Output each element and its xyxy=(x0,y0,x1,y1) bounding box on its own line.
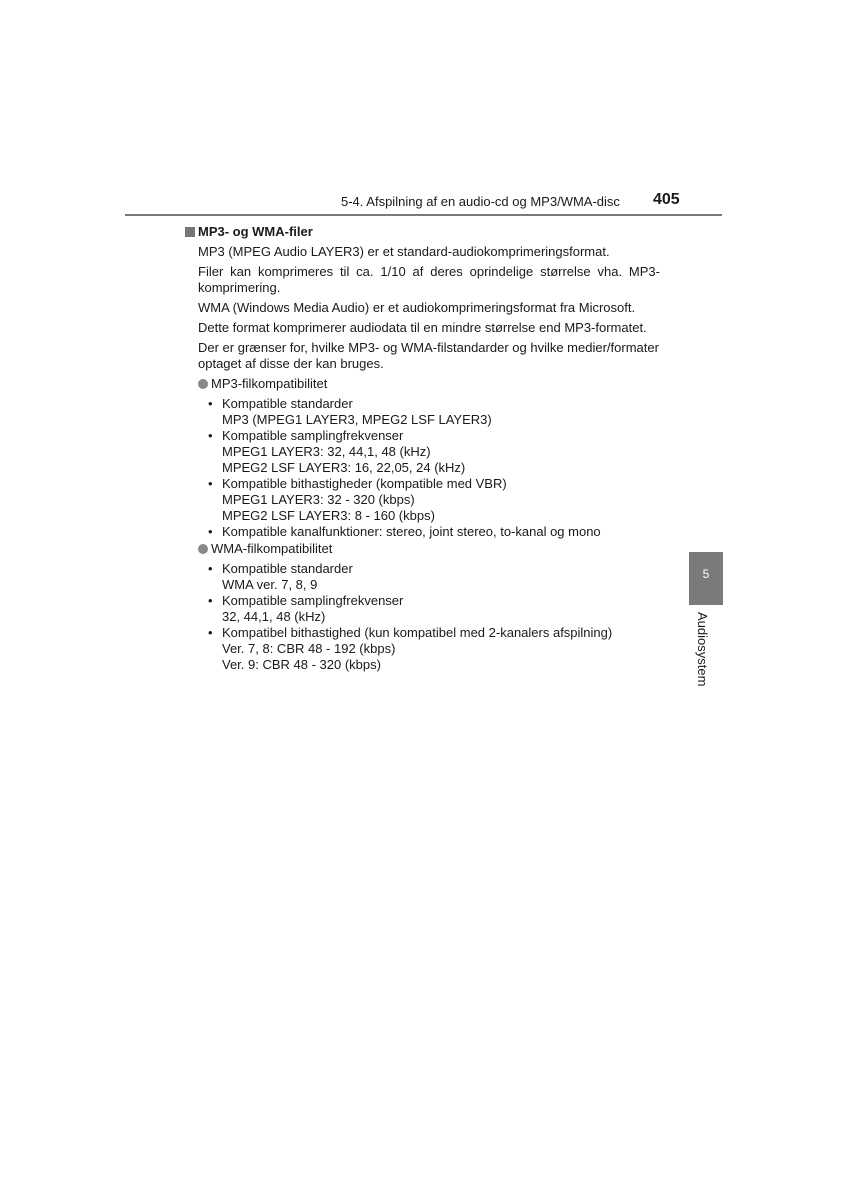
paragraph: MP3 (MPEG Audio LAYER3) er et standard-audiokomprimeringsformat. xyxy=(198,244,610,259)
list-item-line: MPEG2 LSF LAYER3: 8 - 160 (kbps) xyxy=(222,508,435,523)
list-item-line: Kompatible kanalfunktioner: stereo, joint stereo, to-kanal og mono xyxy=(222,524,601,539)
circle-bullet-icon xyxy=(198,379,208,389)
list-item-line: 32, 44,1, 48 (kHz) xyxy=(222,609,326,624)
chapter-label: Audiosystem xyxy=(695,612,710,687)
bullet-dot-icon: • xyxy=(208,561,213,576)
chapter-number: 5 xyxy=(702,567,710,581)
square-bullet-icon xyxy=(185,227,195,237)
main-content xyxy=(198,224,660,674)
paragraph: Der er grænser for, hvilke MP3- og WMA-filstandarder og hvilke medier/formater optaget af disse der kan bruges. xyxy=(198,340,659,371)
list-item-line: Kompatible bithastigheder (kompatible med VBR) xyxy=(222,476,507,491)
list-item-line: Kompatible standarder xyxy=(222,396,353,411)
chapter-tab xyxy=(689,552,723,605)
subsection-heading-wma xyxy=(198,541,660,557)
paragraph: Filer kan komprimeres til ca. 1/10 af deres oprindelige størrelse vha. MP3-komprimering. xyxy=(198,264,660,295)
bullet-dot-icon: • xyxy=(208,428,213,443)
bullet-dot-icon: • xyxy=(208,625,213,640)
list-item xyxy=(208,524,660,540)
bullet-dot-icon: • xyxy=(208,476,213,491)
list-item-line: MPEG1 LAYER3: 32, 44,1, 48 (kHz) xyxy=(222,444,431,459)
list-item-line: Ver. 9: CBR 48 - 320 (kbps) xyxy=(222,657,381,672)
list-item-line: Ver. 7, 8: CBR 48 - 192 (kbps) xyxy=(222,641,396,656)
mp3-compatibility-list xyxy=(198,396,660,540)
section-heading xyxy=(198,224,660,240)
list-item-line: WMA ver. 7, 8, 9 xyxy=(222,577,318,592)
list-item xyxy=(208,593,660,625)
bullet-dot-icon: • xyxy=(208,396,213,411)
list-item xyxy=(208,561,660,593)
list-item xyxy=(208,428,660,476)
list-item xyxy=(208,396,660,428)
paragraph: WMA (Windows Media Audio) er et audiokomprimeringsformat fra Microsoft. xyxy=(198,300,636,315)
list-item-line: Kompatible standarder xyxy=(222,561,353,576)
section-heading-text: MP3- og WMA-filer xyxy=(198,224,313,239)
paragraph: Dette format komprimerer audiodata til en mindre størrelse end MP3-formatet. xyxy=(198,320,647,335)
list-item-line: Kompatible samplingfrekvenser xyxy=(222,428,404,443)
list-item-line: MPEG2 LSF LAYER3: 16, 22,05, 24 (kHz) xyxy=(222,460,466,475)
list-item-line: Kompatible samplingfrekvenser xyxy=(222,593,404,608)
subsection-title: WMA-filkompatibilitet xyxy=(211,541,333,556)
circle-bullet-icon xyxy=(198,544,208,554)
list-item-line: MPEG1 LAYER3: 32 - 320 (kbps) xyxy=(222,492,415,507)
header-divider xyxy=(125,214,722,216)
list-item xyxy=(208,476,660,524)
header-section-title: 5-4. Afspilning af en audio-cd og MP3/WMA-disc xyxy=(341,194,620,209)
list-item xyxy=(208,625,660,673)
list-item-line: MP3 (MPEG1 LAYER3, MPEG2 LSF LAYER3) xyxy=(222,412,492,427)
page-number: 405 xyxy=(653,191,680,208)
bullet-dot-icon: • xyxy=(208,524,213,539)
bullet-dot-icon: • xyxy=(208,593,213,608)
wma-compatibility-list xyxy=(198,561,660,673)
subsection-heading-mp3 xyxy=(198,376,660,392)
list-item-line: Kompatibel bithastighed (kun kompatibel med 2-kanalers afspilning) xyxy=(222,625,613,640)
subsection-title: MP3-filkompatibilitet xyxy=(211,376,328,391)
